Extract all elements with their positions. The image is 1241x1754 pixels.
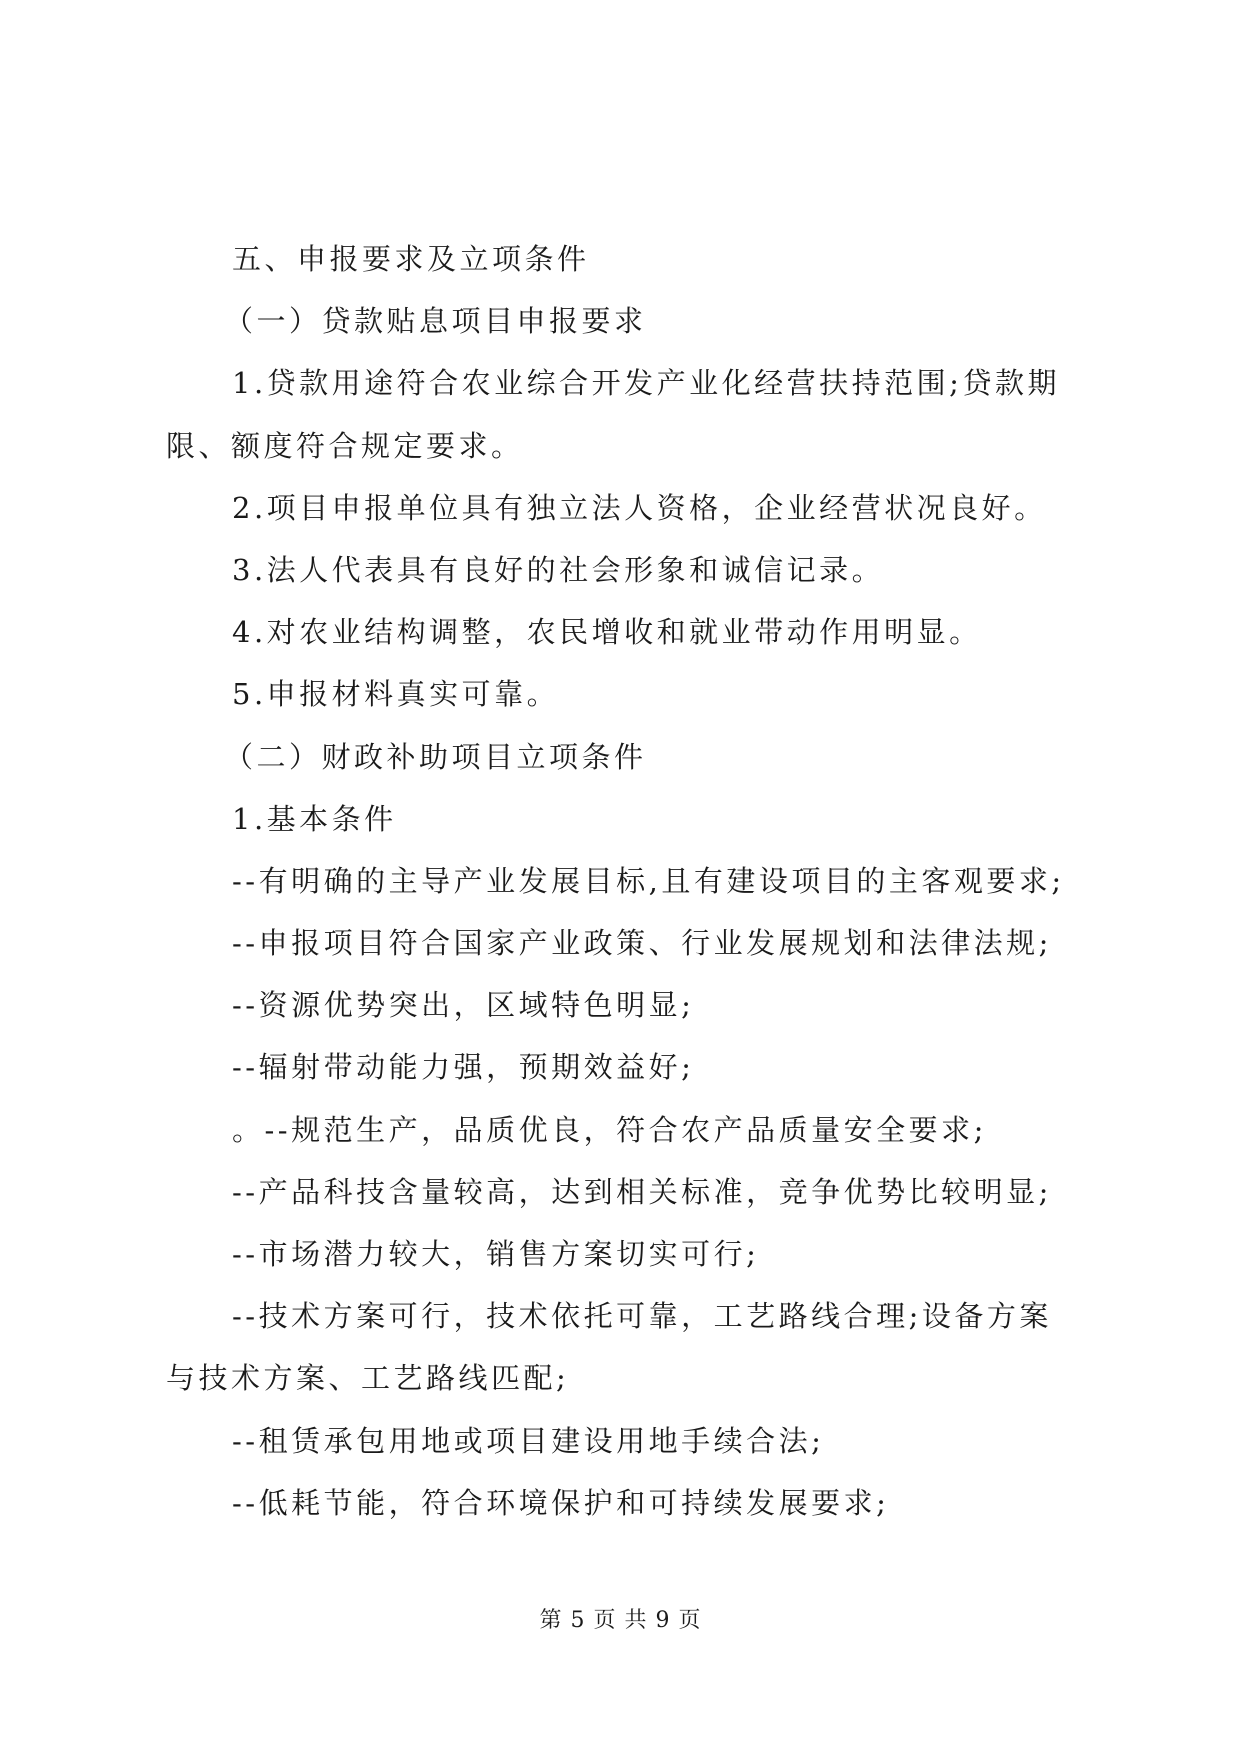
list-item: --有明确的主导产业发展目标,且有建设项目的主客观要求; xyxy=(232,863,1065,898)
list-item: --申报项目符合国家产业政策、行业发展规划和法律法规; xyxy=(232,926,1052,961)
subsection-heading: （二）财政补助项目立项条件 xyxy=(224,739,647,774)
list-item: --辐射带动能力强，预期效益好; xyxy=(232,1050,695,1085)
page-number-footer: 第 5 页 共 9 页 xyxy=(539,1608,702,1633)
section-heading: 五、申报要求及立项条件 xyxy=(232,242,590,276)
paragraph-line: 1.贷款用途符合农业综合开发产业化经营扶持范围;贷款期 xyxy=(232,366,1060,401)
paragraph-line: 2.项目申报单位具有独立法人资格，企业经营状况良好。 xyxy=(232,490,1047,525)
list-item: --技术方案可行，技术依托可靠，工艺路线合理;设备方案 xyxy=(232,1299,1052,1334)
document-body xyxy=(166,228,1082,1534)
paragraph-line: 5.申报材料真实可靠。 xyxy=(232,677,560,712)
paragraph-line: 3.法人代表具有良好的社会形象和诚信记录。 xyxy=(232,552,885,587)
paragraph-line: 限、额度符合规定要求。 xyxy=(166,428,524,463)
paragraph-line: 4.对农业结构调整，农民增收和就业带动作用明显。 xyxy=(232,615,982,650)
list-item: --租赁承包用地或项目建设用地手续合法; xyxy=(232,1423,825,1458)
list-item: --低耗节能，符合环境保护和可持续发展要求; xyxy=(232,1485,890,1520)
list-item: --资源优势突出，区域特色明显; xyxy=(232,988,695,1023)
list-item-continuation: 与技术方案、工艺路线匹配; xyxy=(166,1361,570,1396)
list-item: --市场潜力较大，销售方案切实可行; xyxy=(232,1237,760,1271)
list-item: --产品科技含量较高，达到相关标准，竞争优势比较明显; xyxy=(232,1174,1052,1209)
paragraph-line: 1.基本条件 xyxy=(232,801,397,836)
subsection-heading: （一）贷款贴息项目申报要求 xyxy=(224,304,647,339)
list-item: 。--规范生产，品质优良，符合农产品质量安全要求; xyxy=(232,1112,987,1147)
